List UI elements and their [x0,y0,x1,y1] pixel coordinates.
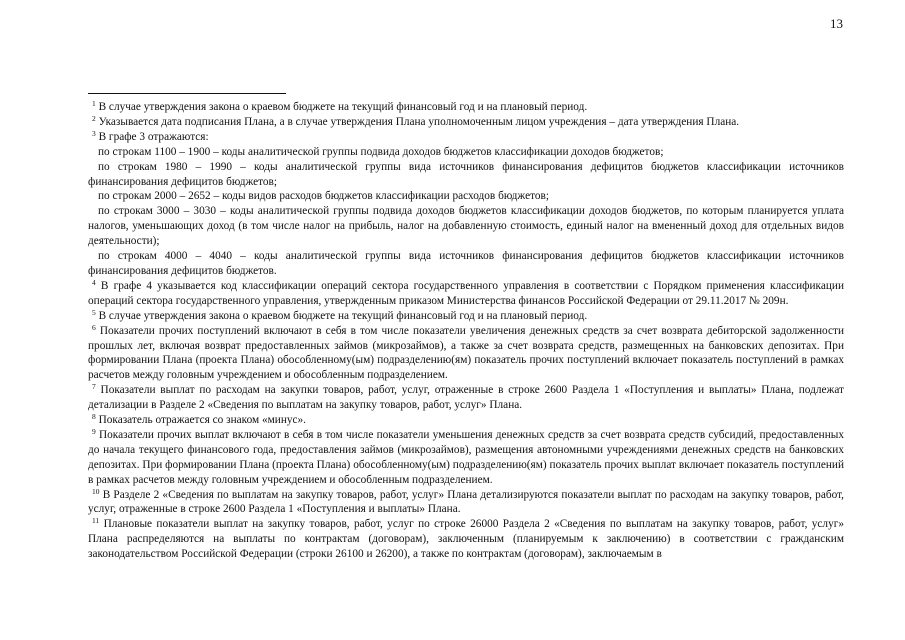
footnote-text: Указывается дата подписания Плана, а в случае утверждения Плана уполномоченным лицом учреждения – дата утверждения Плана. [95,115,740,128]
footnote-marker: 7 [92,382,96,392]
footnote-text: по строкам 3000 – 3030 – коды аналитической группы подвида доходов бюджетов классификации доходов бюджетов, по которым планируется уплата налогов, уменьшающих доход (в том числе налог на прибыль, налог на добавленную стоимость, единый налог на вмененный доход для отдельных видов деятельности); [88,205,844,248]
footnote-text: В Разделе 2 «Сведения по выплатам на закупку товаров, работ, услуг» Плана детализируются показатели выплат по расходам на закупку товаров, работ, услуг, отраженные в строке 2600 Раздела 1 «Поступления и выплаты» Плана. [88,488,844,516]
footnote-10 [88,488,844,518]
footnote-3 [88,130,844,145]
footnote-5 [88,309,844,324]
footnote-text: по строкам 2000 – 2652 – коды видов расходов бюджетов классификации расходов бюджетов; [98,190,550,203]
footnote-text: В графе 4 указывается код классификации операций сектора государственного управления в соответствии с Порядком применения классификации операций сектора государственного управления, утвержденным приказом Министерства финансов Российской Федерации от 29.11.2017 № 209н. [88,279,844,307]
footnote-6 [88,324,844,384]
footnote-text: Показатели прочих выплат включают в себя в том числе показатели уменьшения денежных средств за счет возврата средств субсидий, предоставленных до начала текущего финансового года, предоставления займов (микрозаймов), размещения автономными учреждениями денежных средств на банковских депозитах. При формировании Плана (проекта Плана) обособленному(ым) подразделению(ям) показатель прочих выплат включает показатель поступлений в рамках расчетов между головным учреждением и обособленным подразделением. [88,428,844,486]
footnote-3-item-3 [88,189,844,204]
footnote-marker: 1 [92,99,96,108]
footnote-marker: 3 [92,128,96,138]
footnote-3-item-1 [88,145,844,160]
footnote-1 [88,100,844,115]
footnote-marker: 4 [92,277,96,287]
footnote-8 [88,413,844,428]
footnote-9 [88,428,844,488]
footnote-separator [88,93,286,94]
footnote-text: Плановые показатели выплат на закупку товаров, работ, услуг по строке 26000 Раздела 2 «Сведения по выплатам на закупку товаров, работ, услуг» Плана распределяются на выплаты по контрактам (договорам), заключенным (планируемым к заключению) в соответствии с гражданским законодательством Российской Федерации (строки 26100 и 26200), а также по контрактам (договорам), заключаемым в [88,518,844,561]
footnote-text: Показатели прочих поступлений включают в себя в том числе показатели увеличения денежных средств за счет возврата дебиторской задолженности прошлых лет, включая возврат предоставленных займов (микрозаймов), а также за счет возврата средств, размещенных на банковских депозитах. При формировании Плана (проекта Плана) обособленному(ым) подразделению(ям) показатель прочих поступлений включает показатель поступлений в рамках расчетов между головным учреждением и обособленным подразделением. [88,324,844,382]
footnote-marker: 2 [92,113,96,123]
footnote-text: В графе 3 отражаются: [95,130,209,143]
footnote-3-item-5 [88,249,844,279]
footnote-marker: 6 [92,322,96,332]
footnote-text: по строкам 1980 – 1990 – коды аналитической группы вида источников финансирования дефицитов бюджетов классификации источников финансирования дефицитов бюджетов; [88,160,844,188]
footnote-marker: 10 [92,486,100,496]
footnote-marker: 8 [92,412,96,422]
footnote-3-item-4 [88,204,844,249]
footnote-2 [88,115,844,130]
footnote-text: В случае утверждения закона о краевом бюджете на текущий финансовый год и на плановый период. [95,101,588,113]
footnote-7 [88,383,844,413]
footnote-text: по строкам 1100 – 1900 – коды аналитической группы подвида доходов бюджетов классификации доходов бюджетов; [98,145,664,158]
footnote-marker: 5 [92,307,96,317]
footnote-marker: 9 [92,426,96,436]
footnote-text: по строкам 4000 – 4040 – коды аналитической группы вида источников финансирования дефицитов бюджетов классификации источников финансирования дефицитов бюджетов. [88,250,844,277]
page-number: 13 [830,16,843,31]
footnote-11 [88,517,844,562]
footnotes-block [88,100,844,562]
footnote-text: В случае утверждения закона о краевом бюджете на текущий финансовый год и на плановый период. [95,309,588,322]
footnote-3-item-2 [88,160,844,190]
footnote-text: Показатель отражается со знаком «минус». [95,414,306,427]
footnote-4 [88,279,844,309]
footnote-marker: 11 [92,516,100,526]
footnote-text: Показатели выплат по расходам на закупки товаров, работ, услуг, отраженные в строке 2600 Раздела 1 «Поступления и выплаты» Плана, подлежат детализации в Разделе 2 «Сведения по выплатам на закупку товаров, работ, услуг» Плана. [88,384,844,412]
